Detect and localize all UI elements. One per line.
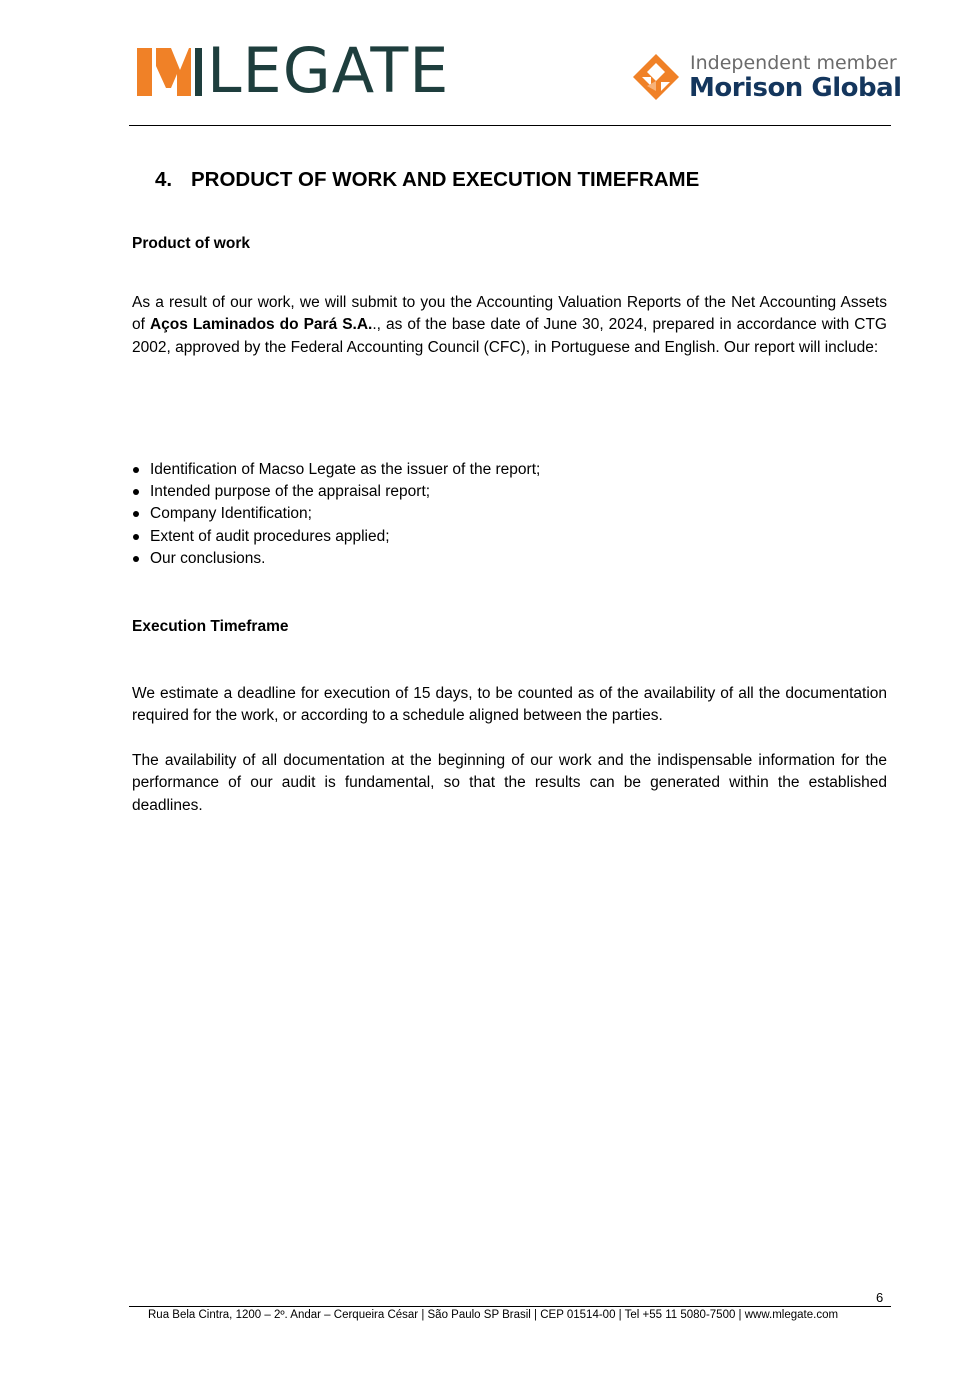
intro-text-after: ., as of the base date of June 30, 2024, prepared in accordance with CTG 2002, approved by the Federal Accounting Council (CFC), in Portuguese and English. Our report will include: xyxy=(132,316,887,356)
section-number: 4. xyxy=(155,168,173,191)
company-name: Aços Laminados do Pará S.A. xyxy=(149,316,373,334)
list-item: Intended purpose of the appraisal report; xyxy=(132,481,540,503)
product-of-work-heading: Product of work xyxy=(132,235,250,252)
execution-timeframe-heading: Execution Timeframe xyxy=(132,618,289,635)
bullet-icon xyxy=(133,556,139,562)
list-item: Company Identification; xyxy=(132,503,540,525)
bullet-icon xyxy=(133,534,139,540)
list-item: Our conclusions. xyxy=(132,548,540,570)
bullet-icon xyxy=(133,489,139,495)
bullet-icon xyxy=(133,511,139,517)
morison-diamond-icon xyxy=(632,53,680,101)
list-item: Extent of audit procedures applied; xyxy=(132,526,540,548)
logo-wordmark: LEGATE xyxy=(207,34,450,107)
footer-divider xyxy=(129,1306,891,1307)
header-divider xyxy=(129,125,891,126)
morison-global-logo xyxy=(632,52,902,104)
report-contents-list xyxy=(132,459,540,570)
mlegate-m-mark-icon xyxy=(137,44,207,100)
page-number: 6 xyxy=(876,1290,884,1305)
product-intro-paragraph xyxy=(132,292,887,359)
timeframe-paragraph-2: The availability of all documentation at the beginning of our work and the indispensable information for the performance of our audit is fundamental, so that the results can be generated within the established deadlines. xyxy=(132,752,887,814)
section-title: PRODUCT OF WORK AND EXECUTION TIMEFRAME xyxy=(191,168,700,191)
footer-address: Rua Bela Cintra, 1200 – 2º. Andar – Cerqueira César | São Paulo SP Brasil | CEP 01514-00 | Tel +55 11 5080-7500 | www.mlegate.com xyxy=(148,1309,839,1321)
morison-global-label: Morison Global xyxy=(689,73,902,103)
mlegate-logo xyxy=(137,34,467,107)
bullet-icon xyxy=(133,467,139,473)
independent-member-label: Independent member xyxy=(690,52,897,74)
section-heading xyxy=(155,168,699,192)
list-item: Identification of Macso Legate as the issuer of the report; xyxy=(132,459,540,481)
timeframe-paragraph-1: We estimate a deadline for execution of 15 days, to be counted as of the availability of all the documentation required for the work, or according to a schedule aligned between the parties. xyxy=(132,685,887,725)
intro-text-before: As a result of our work, we will submit to you the Accounting Valuation Reports of the Net Accounting Assets of xyxy=(132,294,887,334)
